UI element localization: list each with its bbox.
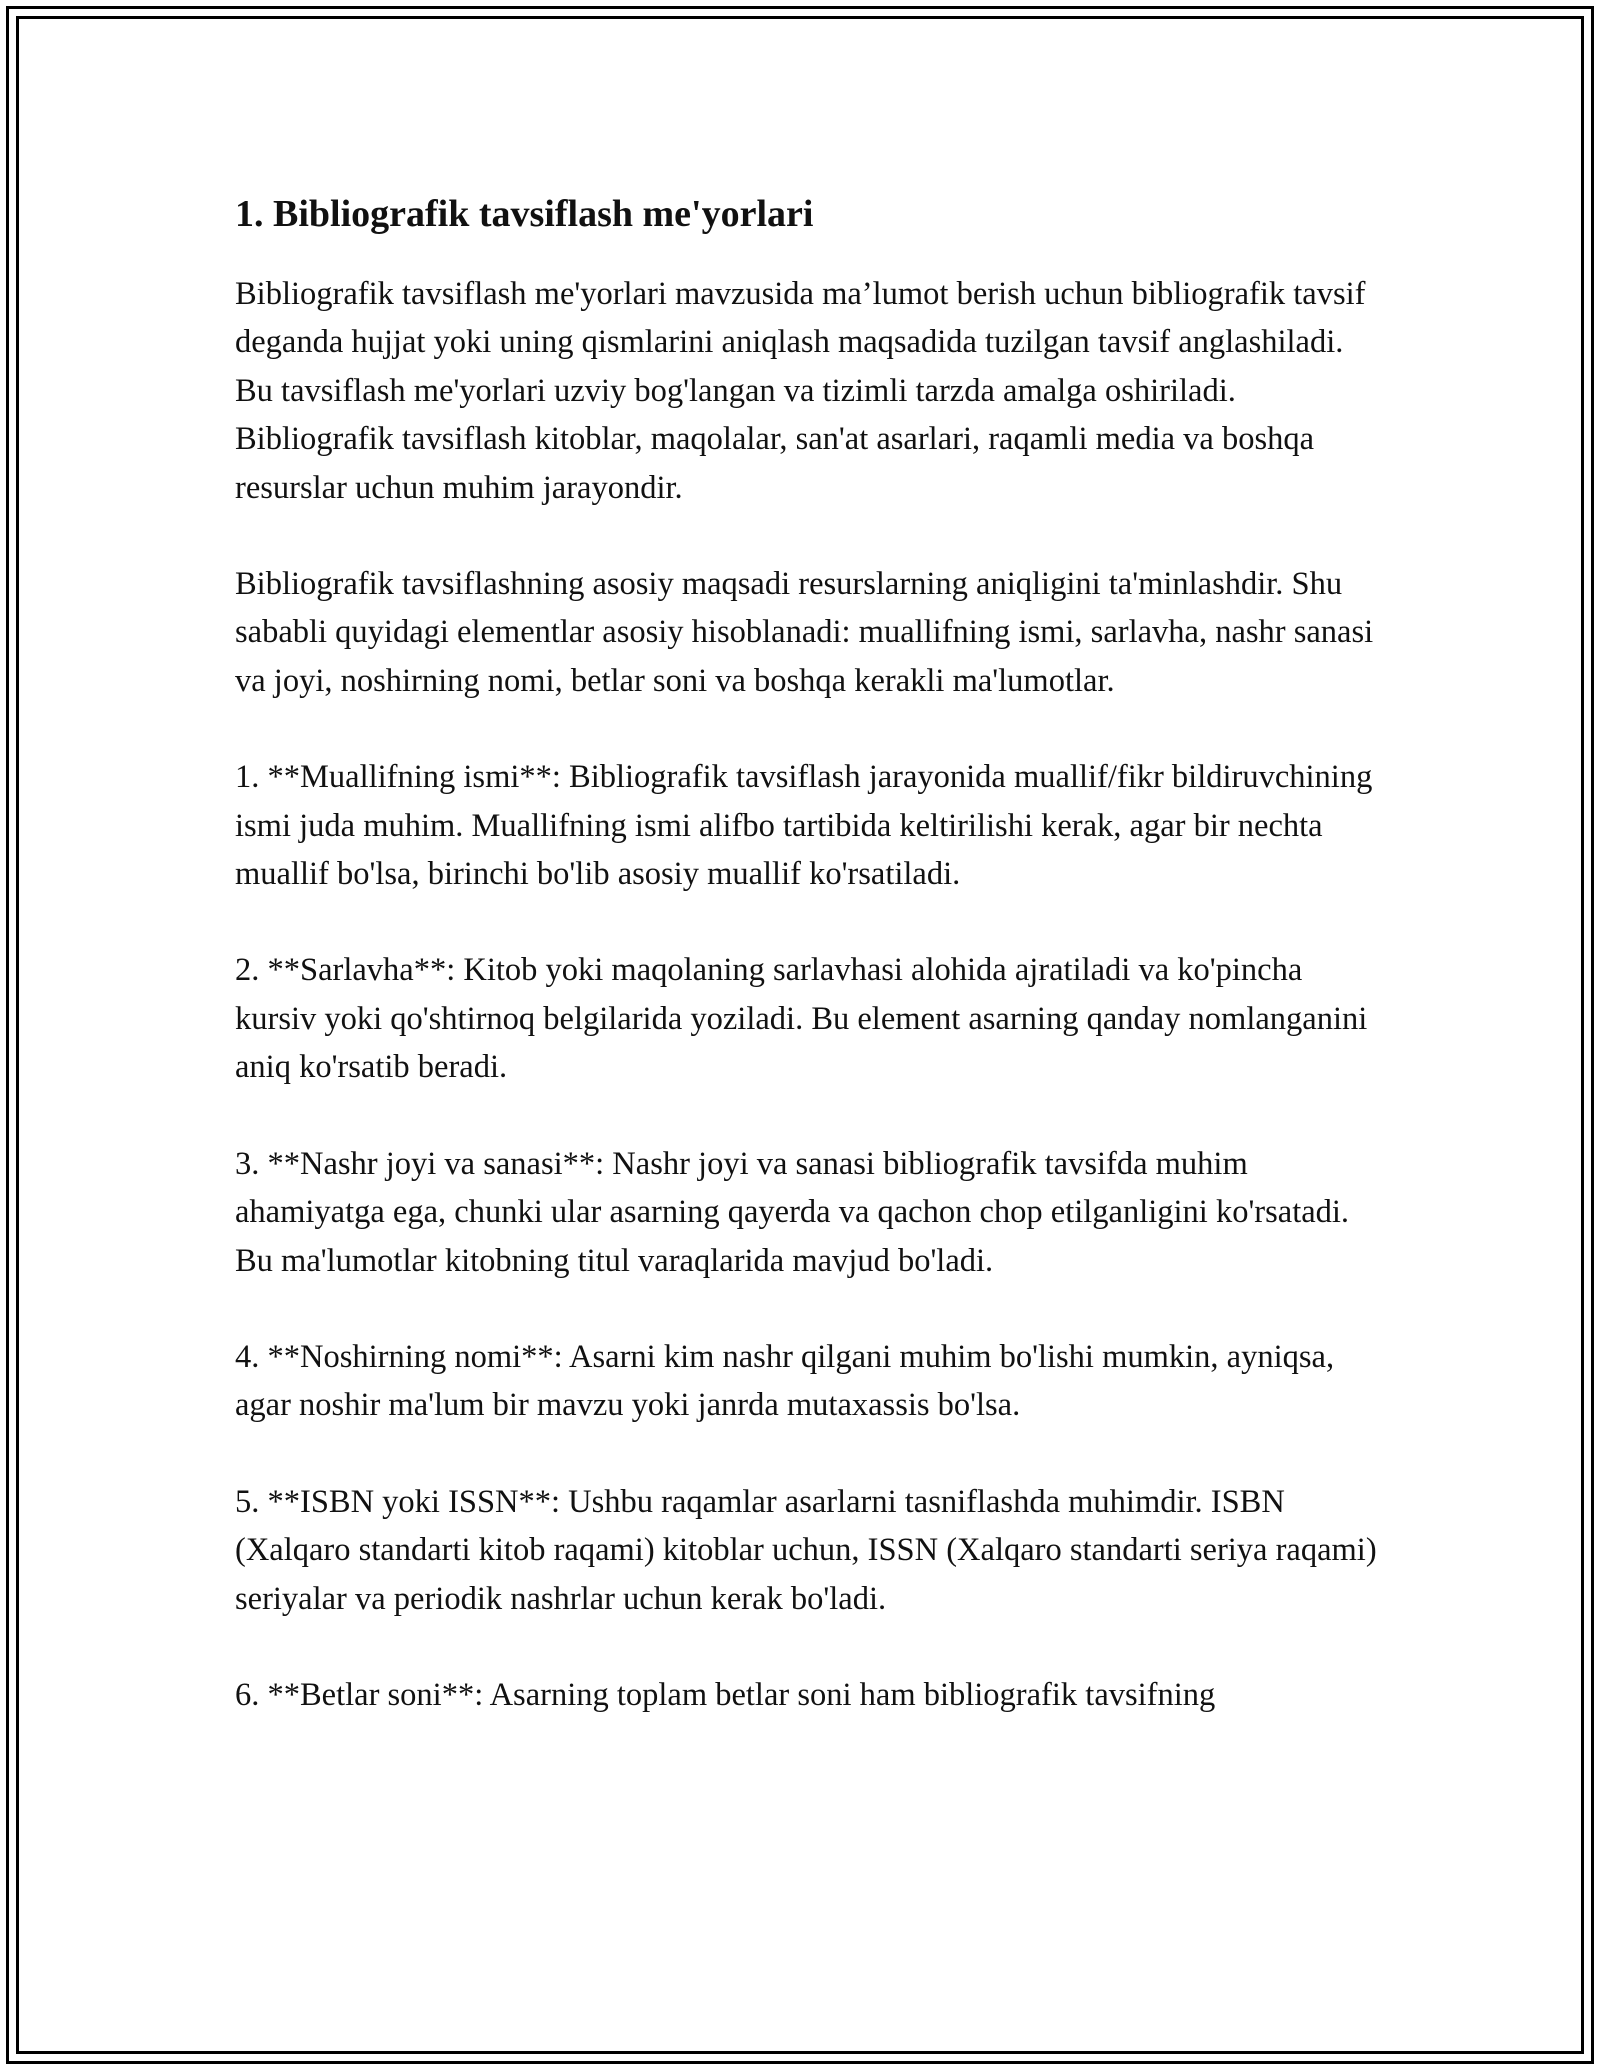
list-item-place-date: 3. **Nashr joyi va sanasi**: Nashr joyi va sanasi bibliografik tavsifda muhim ahamiyatga ega, chunki ular asarning qayerda va qachon chop etilganligini ko'rsatadi. Bu ma'lumotlar kitobning titul varaqlarida mavjud bo'ladi. [235,1145,1350,1279]
list-item-author: 1. **Muallifning ismi**: Bibliografik tavsiflash jarayonida muallif/fikr bildiruvchining ismi juda muhim. Muallifning ismi alifbo tartibida keltirilishi kerak, agar bir nechta muallif bo'lsa, birinchi bo'lib asosiy muallif ko'rsatiladi. [235,759,1373,893]
paragraph-purpose: Bibliografik tavsiflashning asosiy maqsadi resurslarning aniqligini ta'minlashdir. Shu sababli quyidagi elementlar asosiy hisoblanadi: muallifning ismi, sarlavha, nashr sanasi va joyi, noshirning nomi, betlar soni va boshqa kerakli ma'lumotlar. [235,566,1374,699]
list-item-isbn-issn: 5. **ISBN yoki ISSN**: Ushbu raqamlar asarlarni tasniflashda muhimdir. ISBN (Xalqaro standarti kitob raqami) kitoblar uchun, ISSN (Xalqaro standarti seriya raqami) seriyalar va periodik nashrlar uchun kerak bo'ladi. [235,1483,1377,1617]
list-item-page-count: 6. **Betlar soni**: Asarning toplam betlar soni ham bibliografik tavsifning [235,1676,1216,1713]
document-title: 1. Bibliografik tavsiflash me'yorlari [235,193,814,235]
list-item-title: 2. **Sarlavha**: Kitob yoki maqolaning sarlavhasi alohida ajratiladi va ko'pincha kursiv yoki qo'shtirnoq belgilarida yoziladi. Bu element asarning qanday nomlanganini aniq ko'rsatib beradi. [235,952,1368,1086]
document-body [235,186,1380,1767]
paragraph-intro: Bibliografik tavsiflash me'yorlari mavzusida ma’lumot berish uchun bibliografik tavsif deganda hujjat yoki uning qismlarini aniqlash maqsadida tuzilgan tavsif anglashiladi. Bu tavsiflash me'yorlari uzviy bog'langan va tizimli tarzda amalga oshiriladi. Bibliografik tavsiflash kitoblar, maqolalar, san'at asarlari, raqamli media va boshqa resurslar uchun muhim jarayondir. [235,276,1366,506]
list-item-publisher: 4. **Noshirning nomi**: Asarni kim nashr qilgani muhim bo'lishi mumkin, ayniqsa, agar noshir ma'lum bir mavzu yoki janrda mutaxassis bo'lsa. [235,1338,1335,1424]
